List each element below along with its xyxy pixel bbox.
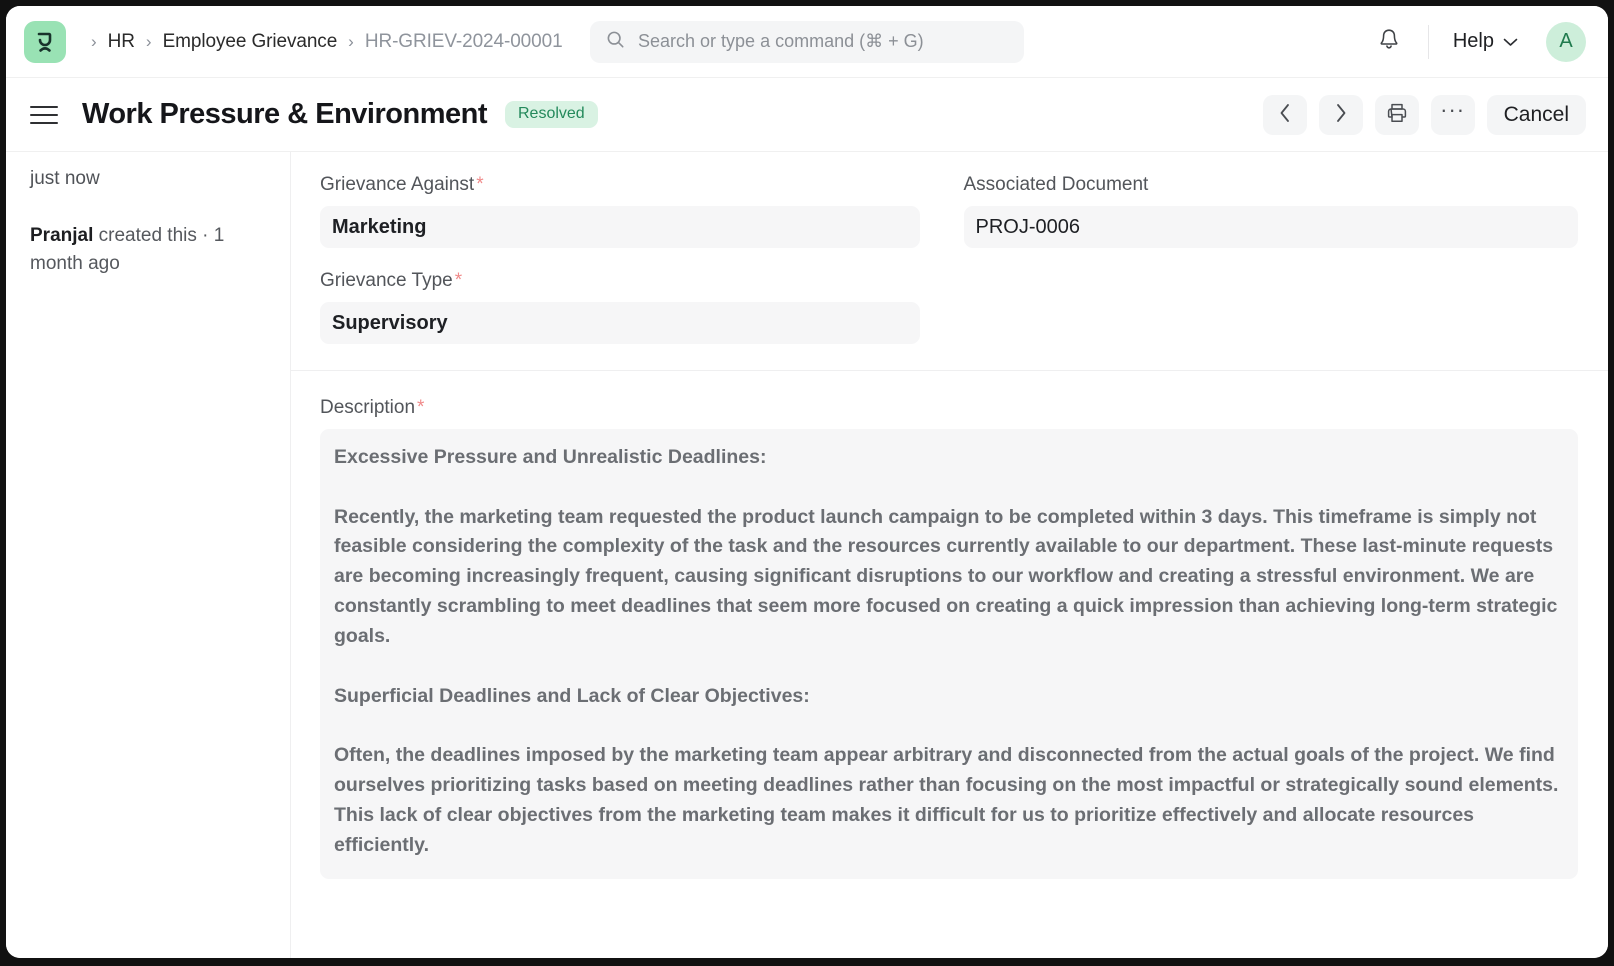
hamburger-line-3 xyxy=(30,122,58,124)
chevron-left-icon xyxy=(1279,103,1291,126)
form-area xyxy=(291,152,1608,958)
field-input-description[interactable] xyxy=(320,429,1578,879)
help-menu-button[interactable] xyxy=(1447,26,1524,57)
field-label-text: Description xyxy=(320,397,416,418)
breadcrumb-item-hr[interactable]: HR xyxy=(107,30,135,52)
document-titlebar xyxy=(6,78,1608,152)
next-document-button[interactable] xyxy=(1319,95,1363,135)
previous-document-button[interactable] xyxy=(1263,95,1307,135)
user-avatar[interactable] xyxy=(1546,22,1586,62)
notifications-button[interactable] xyxy=(1368,21,1410,63)
field-label-grievance-against xyxy=(320,174,920,196)
form-section-primary xyxy=(291,152,1608,371)
field-associated-document xyxy=(964,174,1579,248)
status-badge: Resolved xyxy=(505,101,598,128)
titlebar-actions xyxy=(1263,95,1586,135)
search-icon xyxy=(606,30,625,54)
chevron-down-icon xyxy=(1503,30,1518,53)
global-search xyxy=(590,21,1024,63)
top-navbar xyxy=(6,6,1608,78)
hamburger-line-2 xyxy=(30,114,58,116)
avatar-initial: A xyxy=(1559,30,1573,52)
field-grievance-against xyxy=(320,174,920,248)
description-paragraph: Superficial Deadlines and Lack of Clear Objectives: xyxy=(334,684,810,707)
description-paragraph: This lack of clear objectives from the marketing team makes it difficult for us to prioritize effectively and allocate resources efficiently. xyxy=(334,803,1475,856)
field-label-associated-document: Associated Document xyxy=(963,174,1149,195)
field-label-grievance-type xyxy=(320,270,920,292)
description-paragraph: Excessive Pressure and Unrealistic Deadlines: xyxy=(334,446,767,468)
required-asterisk: * xyxy=(476,174,484,195)
activity-timestamp: just now xyxy=(30,168,100,189)
breadcrumb-separator-1: › xyxy=(145,32,152,51)
search-input[interactable] xyxy=(638,31,1008,52)
more-options-button[interactable]: ··· xyxy=(1431,95,1475,135)
breadcrumb xyxy=(82,31,563,53)
field-label-text: Grievance Against xyxy=(320,174,475,195)
breadcrumb-separator-2: › xyxy=(348,32,354,51)
printer-icon xyxy=(1386,102,1408,127)
form-column-left xyxy=(291,174,950,344)
navbar-right-actions xyxy=(1368,21,1586,63)
field-grievance-type xyxy=(320,270,920,344)
field-input-grievance-type[interactable]: Supervisory xyxy=(320,302,920,344)
breadcrumb-item-employee-grievance[interactable]: Employee Grievance xyxy=(162,30,338,52)
cancel-button[interactable]: Cancel xyxy=(1487,95,1586,135)
bell-icon xyxy=(1378,27,1400,56)
navbar-divider xyxy=(1428,25,1429,59)
required-asterisk: * xyxy=(417,397,425,418)
app-viewport xyxy=(6,6,1608,958)
activity-author: Pranjal xyxy=(30,225,94,246)
form-column-right xyxy=(950,174,1609,344)
breadcrumb-separator-0: › xyxy=(91,32,97,51)
field-input-associated-document[interactable]: PROJ-0006 xyxy=(964,206,1579,248)
chevron-right-icon xyxy=(1335,103,1347,126)
activity-description: created this · 1 month ago xyxy=(30,225,225,274)
content-area xyxy=(6,152,1608,958)
breadcrumb-item-document-id[interactable]: HR-GRIEV-2024-00001 xyxy=(364,30,563,52)
search-box[interactable] xyxy=(590,21,1024,63)
activity-sidebar xyxy=(6,152,291,958)
page-title: Work Pressure & Environment xyxy=(82,98,487,130)
description-paragraph: Recently, the marketing team requested the product launch campaign to be completed within 3 days. This timeframe is simply not feasible considering the complexity of the task and the resources currently available to our department. These last-minute requests are becoming increasingly frequent, causing significant disruptions to our workflow and creating a stressful environment. We are constantly scrambling to meet deadlines that seem more focused on creating a quick impression than achieving long-term strategic goals. xyxy=(334,505,1558,647)
field-input-grievance-against[interactable]: Marketing xyxy=(320,206,920,248)
print-button[interactable] xyxy=(1375,95,1419,135)
frappe-hr-logo-icon[interactable] xyxy=(24,21,66,63)
required-asterisk: * xyxy=(454,270,463,291)
field-label-description xyxy=(320,397,1578,419)
activity-created-entry xyxy=(30,222,268,277)
field-label-text: Grievance Type xyxy=(320,270,453,291)
description-paragraph: Often, the deadlines imposed by the marketing team appear arbitrary and disconnected from the actual goals of the project. We find ourselves prioritizing tasks based on meeting deadlines rather than focusing on the most impactful or strategically sound elements. xyxy=(334,744,1559,797)
hamburger-icon[interactable] xyxy=(30,102,60,128)
help-label: Help xyxy=(1452,30,1494,52)
form-section-description xyxy=(291,371,1608,879)
hamburger-line-1 xyxy=(30,106,58,108)
